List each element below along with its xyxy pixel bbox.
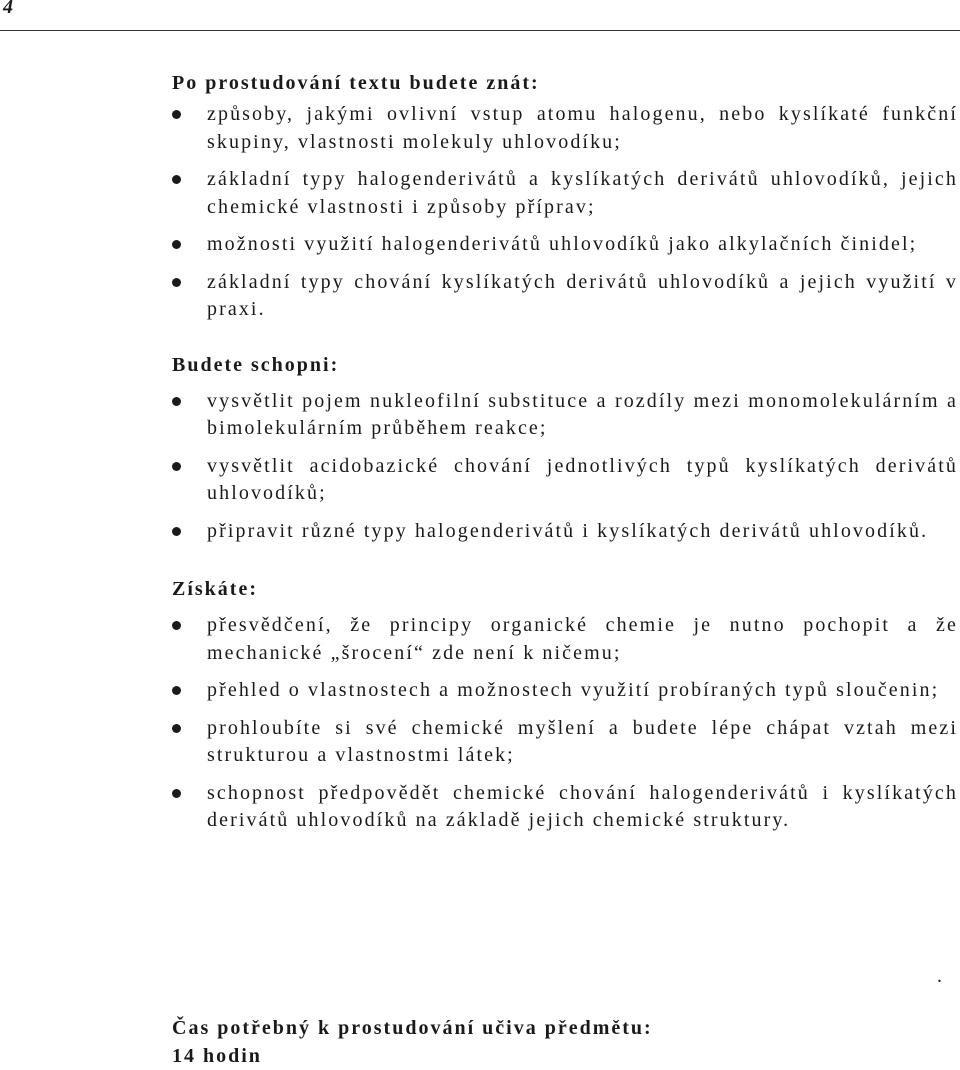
section-heading: Po prostudování textu budete znát: (172, 72, 540, 94)
stray-dot: . (937, 965, 942, 987)
list-item-text: přehled o vlastnostech a možnostech využití probíraných typů sloučenin; (207, 679, 940, 701)
section-skills (172, 351, 958, 546)
list-item-text: schopnost předpovědět chemické chování halogenderivátů i kyslíkatých derivátů uhlovodíků na základě jejich chemické struktury. (207, 781, 958, 831)
header-rule (0, 30, 960, 31)
study-time-label: Čas potřebný k prostudování učiva předmětu: (172, 1017, 653, 1039)
bullet-list (172, 612, 958, 835)
list-item (172, 677, 958, 705)
list-item-text: základní typy chování kyslíkatých derivátů uhlovodíků a jejich využití v praxi. (207, 270, 958, 320)
bullet-icon (172, 789, 181, 798)
list-item-text: možnosti využití halogenderivátů uhlovodíků jako alkylačních činidel; (207, 233, 918, 255)
list-item-text: přesvědčení, že principy organické chemie je nutno pochopit a že mechanické „šrocení“ zde není k ničemu; (207, 614, 958, 664)
list-item (172, 715, 958, 770)
bullet-icon (172, 110, 181, 119)
list-item-text: připravit různé typy halogenderivátů i kyslíkatých derivátů uhlovodíků. (207, 519, 929, 542)
section-heading: Budete schopni: (172, 353, 340, 376)
main-content (172, 63, 958, 845)
page-number: 4 (3, 0, 13, 18)
list-item-text: prohloubíte si své chemické myšlení a budete lépe chápat vztah mezi strukturou a vlastnostmi látek; (207, 716, 958, 766)
list-item (172, 388, 958, 443)
section-gains (172, 575, 958, 835)
list-item (172, 780, 958, 835)
list-item (172, 166, 958, 221)
list-item-text: způsoby, jakými ovlivní vstup atomu halogenu, nebo kyslíkaté funkční skupiny, vlastnosti molekuly uhlovodíku; (207, 103, 958, 153)
bullet-icon (172, 621, 181, 630)
list-item-text: základní typy halogenderivátů a kyslíkatých derivátů uhlovodíků, jejich chemické vlastnosti i způsoby příprav; (207, 168, 958, 218)
list-item (172, 518, 958, 546)
section-knowledge (172, 69, 958, 324)
list-item-text: vysvětlit pojem nukleofilní substituce a rozdíly mezi monomolekulárním a bimolekulárním průběhem reakce; (207, 389, 958, 439)
bullet-icon (172, 240, 181, 249)
bullet-icon (172, 397, 181, 406)
bullet-icon (172, 278, 181, 287)
list-item (172, 269, 958, 324)
bullet-icon (172, 724, 181, 733)
list-item (172, 231, 958, 259)
bullet-list (172, 388, 958, 546)
section-heading: Získáte: (172, 578, 258, 600)
list-item (172, 101, 958, 156)
list-item (172, 453, 958, 508)
bullet-icon (172, 527, 181, 536)
bullet-icon (172, 175, 181, 184)
bullet-icon (172, 462, 181, 471)
study-time (172, 1014, 653, 1070)
list-item (172, 612, 958, 667)
bullet-icon (172, 686, 181, 695)
list-item-text: vysvětlit acidobazické chování jednotlivých typů kyslíkatých derivátů uhlovodíků; (207, 454, 958, 504)
bullet-list (172, 101, 958, 324)
study-time-value: 14 hodin (172, 1045, 262, 1067)
